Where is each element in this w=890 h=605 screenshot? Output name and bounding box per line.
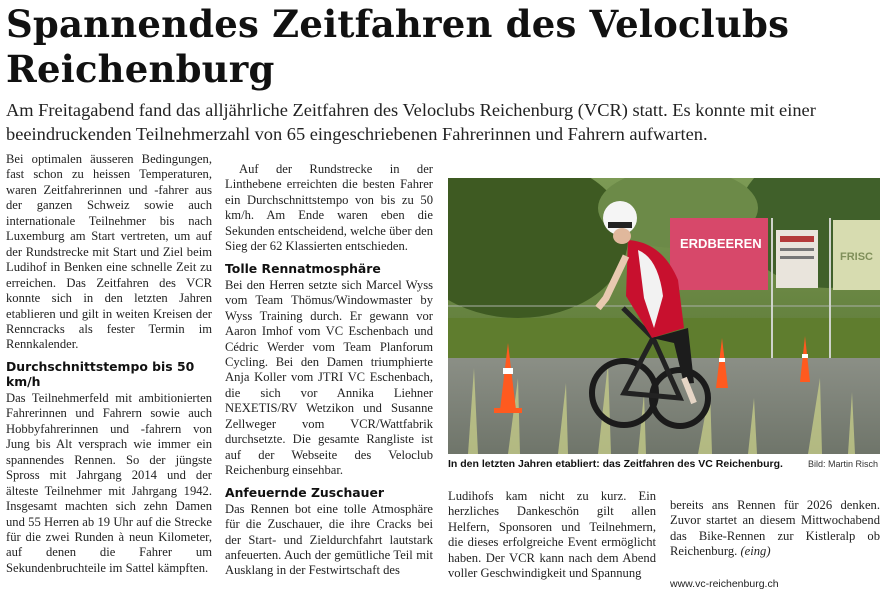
- column-1: [6, 152, 212, 576]
- caption-text: In den letzten Jahren etabliert: das Zeitfahren des VC Reichenburg.: [448, 458, 783, 470]
- banner-erdbeeren: [670, 218, 768, 290]
- banner-text: ERDBEEREN: [680, 236, 762, 251]
- subheading-rennatmosphaere: Tolle Rennatmosphäre: [225, 260, 381, 276]
- col1-paragraph-2: Das Teilnehmerfeld mit ambitionierten Fahrerinnen und Fahrern sowie auch Hobbyfahrerinnen und -fahrern von Jung bis Alt versprach wie immer ein spannendes Rennen. So der jüngste Spross mit Jahrgang 2014 und der älteste Teilnehmer mit Jahrgang 1942. Insgesamt machten sich zehn Damen und 55 Herren ab 19 Uhr auf die Strecke für die zwei Runden à neun Kilometer, auf denen die Fahrer um Sekundenbruchteile im Sattel kämpften.: [6, 390, 212, 575]
- col2-paragraph-2: Bei den Herren setzte sich Marcel Wyss vom Team Thömus/Windowmaster by Wyss Training durch. Er gewann vor Aaron Imhof vom VC Eschenbach und Cédric Werder vom Team Planforum Cycling. Bei den Damen triumphierte Anja Koller vom JTRI VC Eschenbach, die sich vor Annika Liehner NEXETIS/RV Wetzikon und Susanne Zellweger vom VCR/Wattfabrik durchsetzte. Die gesamte Rangliste ist auf der Webseite des Veloclub Reichenburg einsehbar.: [225, 277, 433, 478]
- col2-paragraph-1: Auf der Rundstrecke in der Linthebene erreichten die besten Fahrer ein Durchschnittstempo von bis zu 50 km/h. Am Ende waren eben die Sekunden entscheidend, welche über den Sieg der 62 Klassierten entschieden.: [225, 162, 433, 254]
- col3-paragraph-1: Ludihofs kam nicht zu kurz. Ein herzliches Dankeschön gilt allen Helfern, Sponsoren und Teilnehmern, die dieses erfolgreiche Event ermöglicht haben. Der VCR kann nach dem Abend voller Geschwindigkeit und Spannung: [448, 489, 656, 581]
- cyclist-photo: [448, 178, 880, 454]
- author-signature: (eing): [740, 544, 771, 559]
- column-4: [670, 498, 880, 560]
- column-2: [225, 162, 433, 579]
- lead-paragraph: Am Freitagabend fand das alljährliche Zeitfahren des Veloclubs Reichenburg (VCR) statt. Es konnte mit einer beeindruckenden Teilnehmerzahl von 65 eingeschriebenen Fahrerinnen und Fahrern aufwarten.: [6, 100, 816, 144]
- headline: Spannendes Zeitfahren des Veloclubs Reichenburg: [6, 2, 790, 91]
- col1-paragraph-1: Bei optimalen äusseren Bedingungen, fast schon zu heissen Temperaturen, waren Zeitfahrerinnen und -fahrer aus der ganzen Schweiz sowie auch internationale Teilnehmer bis nach Luxemburg am Start vertreten, um auf der Rundstrecke mit Start und Ziel beim Ludihof in Benken eine schnelle Zeit zu erreichen. Das Zeitfahren des VCR konnte sich in den letzten Jahren etablieren und gilt in weiten Kreisen der Renncracks als fester Termin im Rennkalender.: [6, 152, 212, 352]
- col2-paragraph-3: Das Rennen bot eine tolle Atmosphäre für die Zuschauer, die ihre Cracks bei der Start- und Zieldurchfahrt lautstark anfeuerten. Auch der gemütliche Teil mit Ausklang in der Festwirtschaft des: [225, 501, 433, 578]
- cyclist-photo-illustration: [448, 178, 880, 454]
- subheading-durchschnittstempo: Durchschnittstempo bis 50 km/h: [6, 358, 195, 389]
- website-link[interactable]: www.vc-reichenburg.ch: [670, 578, 779, 590]
- col4-text: bereits ans Rennen für 2026 denken. Zuvor startet an diesem Mittwochabend das Bike-Rennen zur Kistleralp ob Reichenburg.: [670, 498, 880, 559]
- photo-credit: Bild: Martin Risch: [807, 459, 878, 469]
- banner-text-2: FRISC: [840, 251, 873, 263]
- subheading-zuschauer: Anfeuernde Zuschauer: [225, 484, 384, 500]
- column-3: [448, 489, 656, 582]
- col4-paragraph-1: [670, 498, 880, 560]
- photo-caption: [448, 458, 880, 474]
